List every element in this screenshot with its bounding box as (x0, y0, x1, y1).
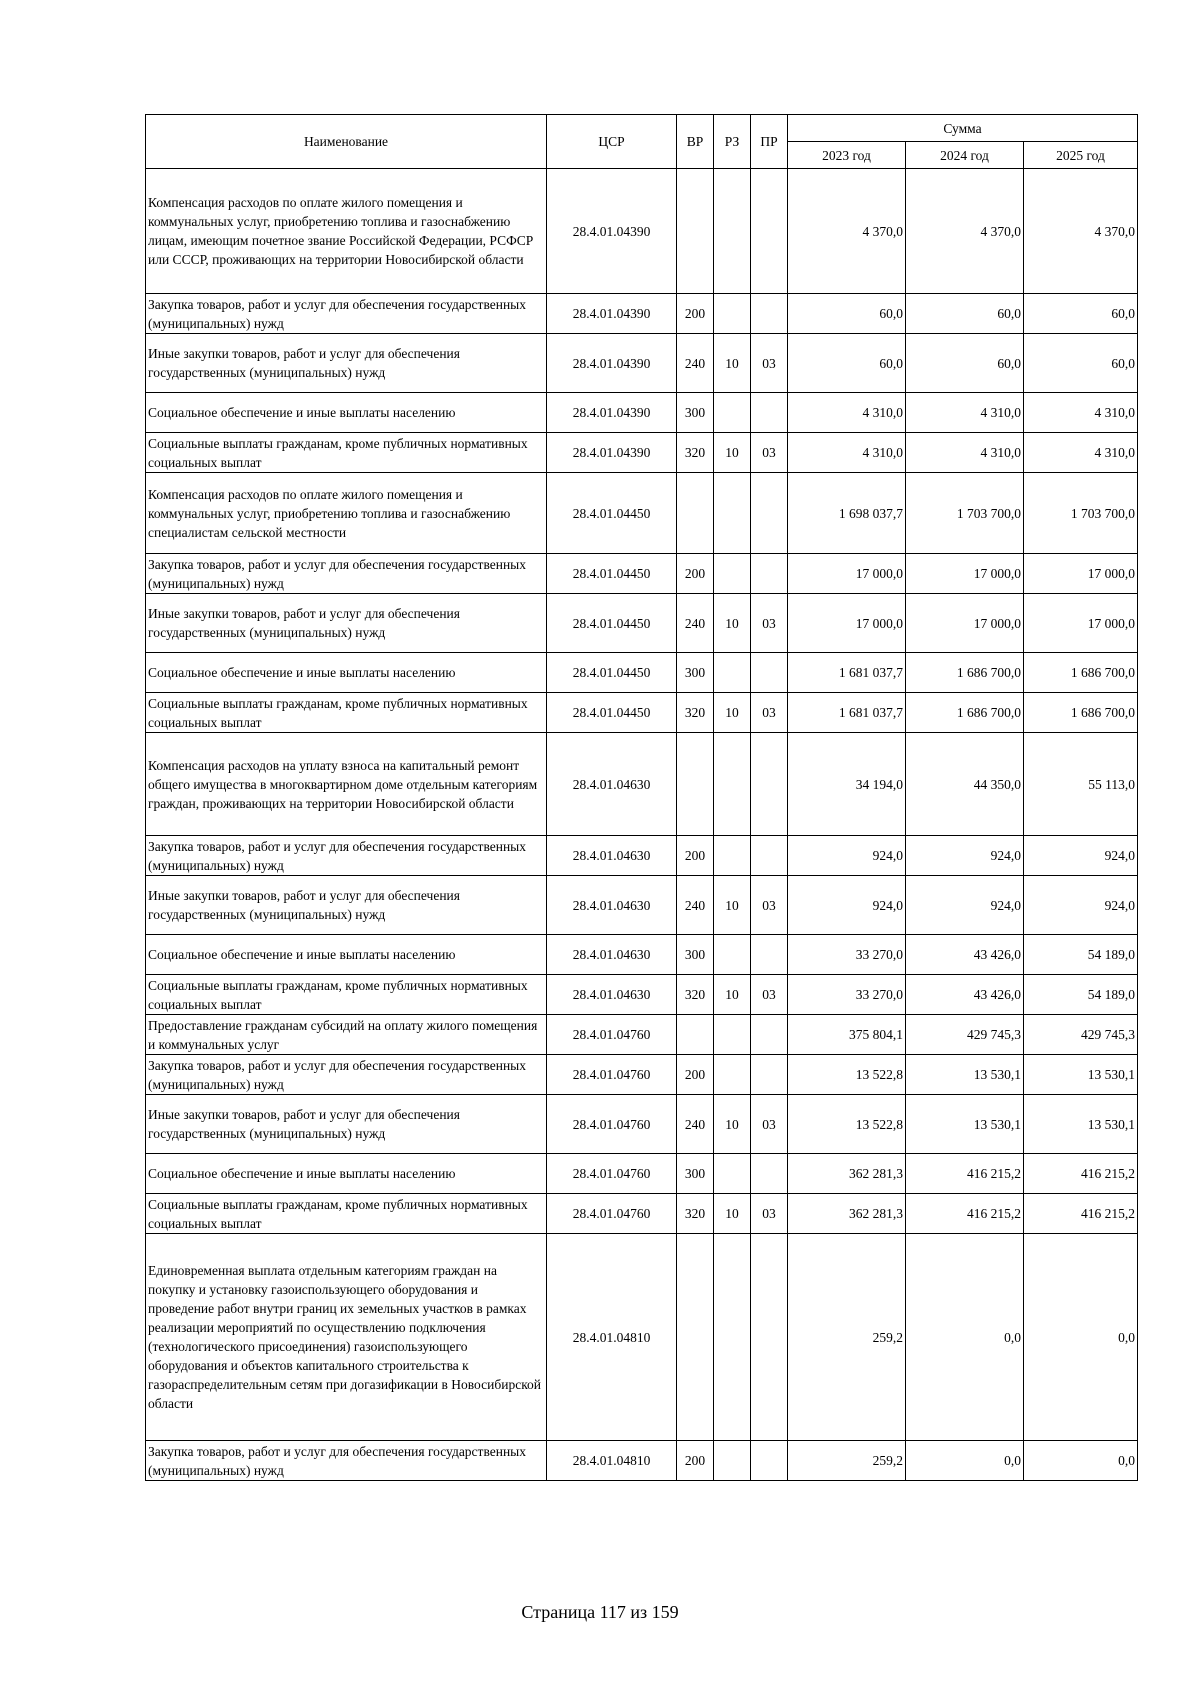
cell-vr: 300 (677, 935, 714, 975)
cell-name: Иные закупки товаров, работ и услуг для обеспечения государственных (муниципальных) нужд (146, 594, 547, 653)
cell-name: Социальное обеспечение и иные выплаты населению (146, 1154, 547, 1194)
cell-name: Компенсация расходов по оплате жилого помещения и коммунальных услуг, приобретению топлива и газоснабжению лицам, имеющим почетное звание Российской Федерации, РСФСР или СССР, проживающих на территории Новосибирской области (146, 169, 547, 294)
header-year-2024: 2024 год (906, 142, 1024, 169)
cell-pr (751, 935, 788, 975)
cell-2025: 1 686 700,0 (1024, 653, 1138, 693)
cell-2023: 4 310,0 (788, 393, 906, 433)
table-header (146, 115, 1138, 169)
cell-2023: 33 270,0 (788, 975, 906, 1015)
cell-2025: 17 000,0 (1024, 554, 1138, 594)
cell-2023: 13 522,8 (788, 1095, 906, 1154)
cell-pr (751, 554, 788, 594)
cell-rz (714, 935, 751, 975)
header-year-2025: 2025 год (1024, 142, 1138, 169)
cell-2025: 13 530,1 (1024, 1055, 1138, 1095)
cell-rz: 10 (714, 1194, 751, 1234)
cell-rz (714, 733, 751, 836)
table-row (146, 935, 1138, 975)
cell-rz (714, 169, 751, 294)
header-vr: ВР (677, 115, 714, 169)
cell-2024: 429 745,3 (906, 1015, 1024, 1055)
cell-csr: 28.4.01.04630 (547, 975, 677, 1015)
cell-name: Закупка товаров, работ и услуг для обеспечения государственных (муниципальных) нужд (146, 294, 547, 334)
cell-2024: 0,0 (906, 1441, 1024, 1481)
cell-pr: 03 (751, 334, 788, 393)
budget-table (145, 114, 1138, 1481)
cell-pr: 03 (751, 975, 788, 1015)
cell-pr: 03 (751, 1095, 788, 1154)
cell-pr (751, 1234, 788, 1441)
cell-vr (677, 1234, 714, 1441)
header-pr: ПР (751, 115, 788, 169)
cell-csr: 28.4.01.04390 (547, 433, 677, 473)
table-row (146, 836, 1138, 876)
cell-2025: 4 310,0 (1024, 393, 1138, 433)
table-row (146, 1154, 1138, 1194)
cell-2025: 55 113,0 (1024, 733, 1138, 836)
cell-pr: 03 (751, 433, 788, 473)
cell-name: Предоставление гражданам субсидий на оплату жилого помещения и коммунальных услуг (146, 1015, 547, 1055)
table-row (146, 473, 1138, 554)
cell-rz (714, 473, 751, 554)
table-row (146, 1234, 1138, 1441)
cell-name: Единовременная выплата отдельным категориям граждан на покупку и установку газоиспользующего оборудования и проведение работ внутри границ их земельных участков в рамках реализации мероприятий по осуществлению подключения (технологического присоединения) газоиспользующего оборудования и объектов капитального строительства к газораспределительным сетям при догазификации в Новосибирской области (146, 1234, 547, 1441)
table-row (146, 169, 1138, 294)
cell-csr: 28.4.01.04390 (547, 294, 677, 334)
cell-rz: 10 (714, 334, 751, 393)
table-row (146, 594, 1138, 653)
cell-rz: 10 (714, 975, 751, 1015)
cell-vr: 320 (677, 693, 714, 733)
table-row (146, 876, 1138, 935)
cell-csr: 28.4.01.04760 (547, 1015, 677, 1055)
cell-2023: 362 281,3 (788, 1194, 906, 1234)
cell-csr: 28.4.01.04760 (547, 1095, 677, 1154)
table-row (146, 334, 1138, 393)
cell-vr: 200 (677, 554, 714, 594)
cell-2025: 54 189,0 (1024, 935, 1138, 975)
cell-name: Социальное обеспечение и иные выплаты населению (146, 393, 547, 433)
cell-2025: 17 000,0 (1024, 594, 1138, 653)
cell-name: Закупка товаров, работ и услуг для обеспечения государственных (муниципальных) нужд (146, 554, 547, 594)
cell-2023: 60,0 (788, 334, 906, 393)
cell-vr (677, 169, 714, 294)
cell-vr: 240 (677, 1095, 714, 1154)
cell-rz: 10 (714, 876, 751, 935)
cell-csr: 28.4.01.04450 (547, 594, 677, 653)
cell-name: Социальное обеспечение и иные выплаты населению (146, 935, 547, 975)
cell-2023: 34 194,0 (788, 733, 906, 836)
cell-rz (714, 1234, 751, 1441)
cell-2024: 1 703 700,0 (906, 473, 1024, 554)
cell-pr (751, 1015, 788, 1055)
cell-2023: 924,0 (788, 836, 906, 876)
cell-vr (677, 1015, 714, 1055)
cell-2024: 1 686 700,0 (906, 693, 1024, 733)
cell-rz (714, 836, 751, 876)
cell-2023: 17 000,0 (788, 554, 906, 594)
cell-name: Компенсация расходов на уплату взноса на капитальный ремонт общего имущества в многоквартирном доме отдельным категориям граждан, проживающих на территории Новосибирской области (146, 733, 547, 836)
cell-2023: 259,2 (788, 1234, 906, 1441)
cell-vr: 240 (677, 876, 714, 935)
table-row (146, 554, 1138, 594)
cell-2023: 4 370,0 (788, 169, 906, 294)
cell-2023: 13 522,8 (788, 1055, 906, 1095)
cell-2025: 4 310,0 (1024, 433, 1138, 473)
header-csr: ЦСР (547, 115, 677, 169)
cell-name: Социальные выплаты гражданам, кроме публичных нормативных социальных выплат (146, 433, 547, 473)
cell-2024: 17 000,0 (906, 554, 1024, 594)
cell-csr: 28.4.01.04810 (547, 1234, 677, 1441)
cell-pr: 03 (751, 876, 788, 935)
cell-csr: 28.4.01.04390 (547, 393, 677, 433)
cell-pr: 03 (751, 693, 788, 733)
cell-vr (677, 473, 714, 554)
cell-vr: 320 (677, 433, 714, 473)
cell-2023: 4 310,0 (788, 433, 906, 473)
cell-pr (751, 733, 788, 836)
cell-rz (714, 1015, 751, 1055)
cell-vr: 300 (677, 1154, 714, 1194)
page-number: Страница 117 из 159 (521, 1602, 679, 1622)
cell-2023: 17 000,0 (788, 594, 906, 653)
cell-name: Компенсация расходов по оплате жилого помещения и коммунальных услуг, приобретению топлива и газоснабжению специалистам сельской местности (146, 473, 547, 554)
table-row (146, 653, 1138, 693)
cell-vr: 200 (677, 836, 714, 876)
cell-vr: 300 (677, 653, 714, 693)
cell-2025: 1 703 700,0 (1024, 473, 1138, 554)
cell-pr (751, 393, 788, 433)
cell-2023: 60,0 (788, 294, 906, 334)
table-row (146, 733, 1138, 836)
cell-2025: 60,0 (1024, 294, 1138, 334)
cell-2025: 429 745,3 (1024, 1015, 1138, 1055)
cell-vr: 300 (677, 393, 714, 433)
cell-csr: 28.4.01.04450 (547, 693, 677, 733)
cell-name: Социальные выплаты гражданам, кроме публичных нормативных социальных выплат (146, 1194, 547, 1234)
cell-csr: 28.4.01.04390 (547, 169, 677, 294)
table-row (146, 1055, 1138, 1095)
cell-2025: 1 686 700,0 (1024, 693, 1138, 733)
cell-2023: 259,2 (788, 1441, 906, 1481)
cell-2024: 1 686 700,0 (906, 653, 1024, 693)
cell-2024: 4 370,0 (906, 169, 1024, 294)
table-row (146, 975, 1138, 1015)
cell-csr: 28.4.01.04450 (547, 653, 677, 693)
table-row (146, 693, 1138, 733)
cell-csr: 28.4.01.04760 (547, 1194, 677, 1234)
cell-2024: 60,0 (906, 294, 1024, 334)
cell-pr (751, 1441, 788, 1481)
cell-rz (714, 653, 751, 693)
cell-rz (714, 1055, 751, 1095)
cell-vr: 320 (677, 1194, 714, 1234)
cell-2024: 44 350,0 (906, 733, 1024, 836)
cell-name: Иные закупки товаров, работ и услуг для обеспечения государственных (муниципальных) нужд (146, 334, 547, 393)
header-name: Наименование (146, 115, 547, 169)
cell-2024: 17 000,0 (906, 594, 1024, 653)
cell-2023: 362 281,3 (788, 1154, 906, 1194)
cell-rz: 10 (714, 1095, 751, 1154)
cell-vr: 200 (677, 1441, 714, 1481)
cell-2023: 375 804,1 (788, 1015, 906, 1055)
cell-2025: 4 370,0 (1024, 169, 1138, 294)
cell-name: Социальное обеспечение и иные выплаты населению (146, 653, 547, 693)
cell-name: Закупка товаров, работ и услуг для обеспечения государственных (муниципальных) нужд (146, 836, 547, 876)
cell-pr: 03 (751, 1194, 788, 1234)
cell-csr: 28.4.01.04630 (547, 836, 677, 876)
table-row (146, 393, 1138, 433)
cell-vr (677, 733, 714, 836)
cell-vr: 200 (677, 294, 714, 334)
cell-2023: 1 681 037,7 (788, 693, 906, 733)
cell-pr (751, 169, 788, 294)
cell-pr: 03 (751, 594, 788, 653)
cell-2024: 416 215,2 (906, 1154, 1024, 1194)
cell-2024: 924,0 (906, 876, 1024, 935)
cell-2024: 924,0 (906, 836, 1024, 876)
cell-2025: 416 215,2 (1024, 1194, 1138, 1234)
cell-csr: 28.4.01.04760 (547, 1055, 677, 1095)
cell-csr: 28.4.01.04450 (547, 473, 677, 554)
cell-pr (751, 294, 788, 334)
cell-2025: 60,0 (1024, 334, 1138, 393)
cell-rz (714, 393, 751, 433)
cell-rz (714, 1154, 751, 1194)
cell-2023: 1 698 037,7 (788, 473, 906, 554)
cell-rz (714, 294, 751, 334)
cell-2024: 0,0 (906, 1234, 1024, 1441)
cell-name: Закупка товаров, работ и услуг для обеспечения государственных (муниципальных) нужд (146, 1441, 547, 1481)
cell-2023: 1 681 037,7 (788, 653, 906, 693)
cell-csr: 28.4.01.04630 (547, 876, 677, 935)
cell-csr: 28.4.01.04810 (547, 1441, 677, 1481)
cell-2025: 54 189,0 (1024, 975, 1138, 1015)
table-body (146, 169, 1138, 1481)
cell-pr (751, 836, 788, 876)
cell-2025: 0,0 (1024, 1234, 1138, 1441)
cell-2023: 924,0 (788, 876, 906, 935)
cell-csr: 28.4.01.04630 (547, 733, 677, 836)
cell-rz (714, 1441, 751, 1481)
table-row (146, 1194, 1138, 1234)
cell-vr: 240 (677, 334, 714, 393)
table-row (146, 433, 1138, 473)
cell-pr (751, 1154, 788, 1194)
cell-2024: 4 310,0 (906, 393, 1024, 433)
cell-name: Иные закупки товаров, работ и услуг для обеспечения государственных (муниципальных) нужд (146, 1095, 547, 1154)
cell-2025: 13 530,1 (1024, 1095, 1138, 1154)
cell-name: Социальные выплаты гражданам, кроме публичных нормативных социальных выплат (146, 693, 547, 733)
header-summa: Сумма (788, 115, 1138, 142)
header-year-2023: 2023 год (788, 142, 906, 169)
cell-vr: 200 (677, 1055, 714, 1095)
table-row (146, 1441, 1138, 1481)
table-row (146, 294, 1138, 334)
cell-pr (751, 1055, 788, 1095)
cell-name: Иные закупки товаров, работ и услуг для обеспечения государственных (муниципальных) нужд (146, 876, 547, 935)
cell-rz: 10 (714, 693, 751, 733)
cell-2024: 13 530,1 (906, 1055, 1024, 1095)
cell-2025: 924,0 (1024, 876, 1138, 935)
cell-rz: 10 (714, 594, 751, 653)
cell-2023: 33 270,0 (788, 935, 906, 975)
cell-csr: 28.4.01.04760 (547, 1154, 677, 1194)
table-row (146, 1095, 1138, 1154)
cell-pr (751, 653, 788, 693)
cell-2024: 13 530,1 (906, 1095, 1024, 1154)
cell-name: Социальные выплаты гражданам, кроме публичных нормативных социальных выплат (146, 975, 547, 1015)
cell-2025: 416 215,2 (1024, 1154, 1138, 1194)
cell-csr: 28.4.01.04450 (547, 554, 677, 594)
cell-2025: 0,0 (1024, 1441, 1138, 1481)
cell-2024: 4 310,0 (906, 433, 1024, 473)
cell-csr: 28.4.01.04630 (547, 935, 677, 975)
cell-vr: 240 (677, 594, 714, 653)
cell-2024: 416 215,2 (906, 1194, 1024, 1234)
cell-vr: 320 (677, 975, 714, 1015)
cell-2024: 43 426,0 (906, 975, 1024, 1015)
cell-csr: 28.4.01.04390 (547, 334, 677, 393)
cell-pr (751, 473, 788, 554)
table-row (146, 1015, 1138, 1055)
cell-rz (714, 554, 751, 594)
cell-rz: 10 (714, 433, 751, 473)
cell-2024: 60,0 (906, 334, 1024, 393)
cell-2024: 43 426,0 (906, 935, 1024, 975)
header-rz: РЗ (714, 115, 751, 169)
cell-name: Закупка товаров, работ и услуг для обеспечения государственных (муниципальных) нужд (146, 1055, 547, 1095)
cell-2025: 924,0 (1024, 836, 1138, 876)
